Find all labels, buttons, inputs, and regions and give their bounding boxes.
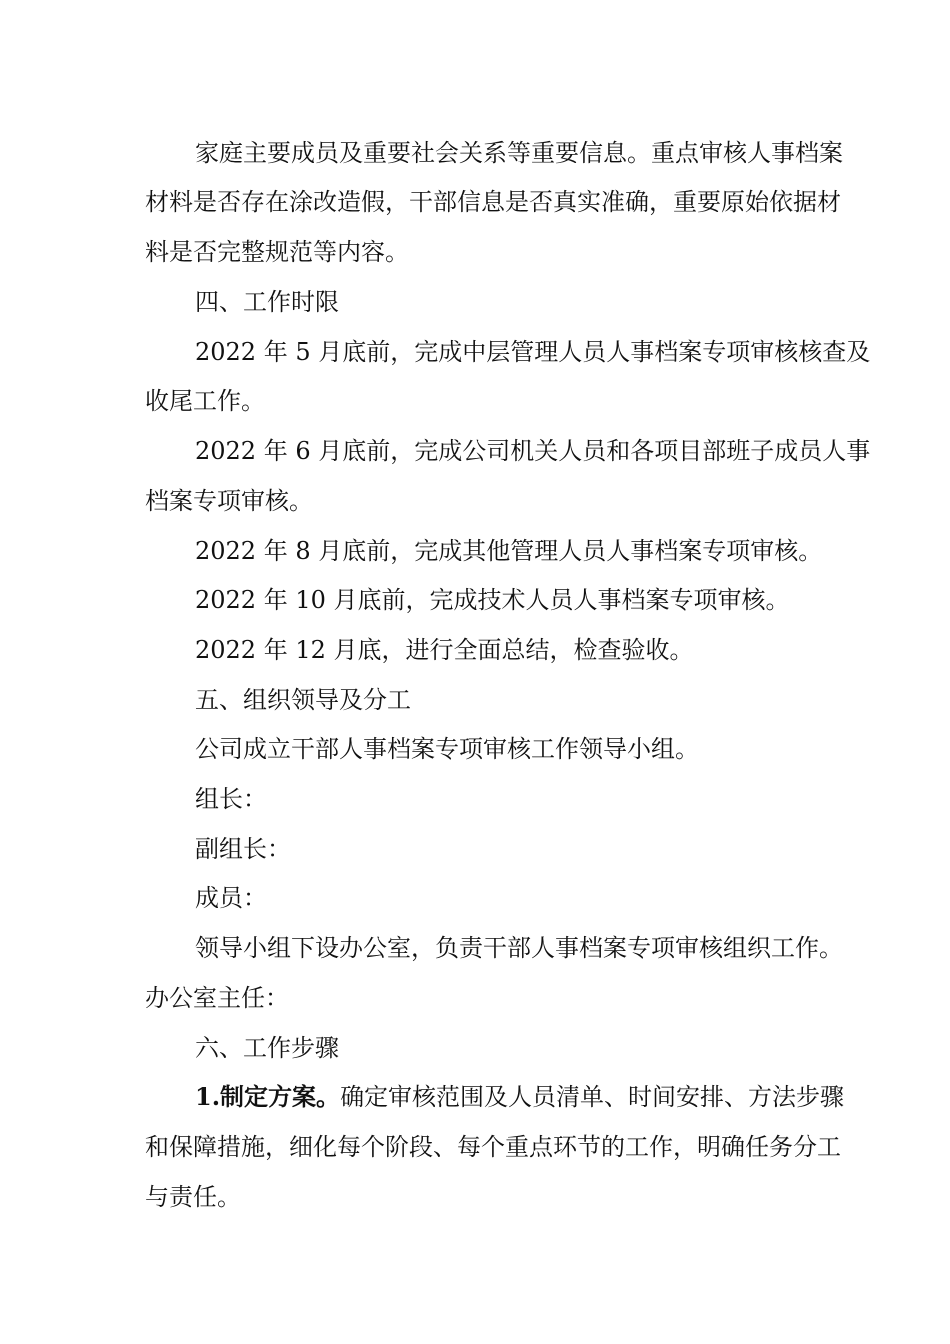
- para-deadline-may-line-2: 收尾工作。: [145, 387, 265, 415]
- para-deadline-august: 2022 年 8 月底前，完成其他管理人员人事档案专项审核。: [195, 537, 823, 565]
- para-step-1-line-2: 和保障措施，细化每个阶段、每个重点环节的工作，明确任务分工: [145, 1133, 841, 1161]
- para-deadline-june-line-1: 2022 年 6 月底前，完成公司机关人员和各项目部班子成员人事: [195, 437, 871, 465]
- members-label: 成员：: [195, 884, 267, 912]
- para-office-line-2: 办公室主任：: [145, 984, 289, 1012]
- group-leader-label: 组长：: [195, 785, 267, 813]
- para-deadline-may-line-1: 2022 年 5 月底前，完成中层管理人员人事档案专项审核核查及: [195, 338, 871, 366]
- para-step-1-line-3: 与责任。: [145, 1183, 241, 1211]
- section-heading-5: 五、组织领导及分工: [195, 686, 411, 714]
- para-deadline-december: 2022 年 12 月底，进行全面总结，检查验收。: [195, 636, 694, 664]
- para-deadline-october: 2022 年 10 月底前，完成技术人员人事档案专项审核。: [195, 586, 790, 614]
- deputy-leader-label: 副组长：: [195, 835, 291, 863]
- para-1-line-3: 料是否完整规范等内容。: [145, 238, 409, 266]
- para-step-1-line-1: [195, 1081, 844, 1113]
- step-1-bold-lead: 1.制定方案。: [195, 1082, 341, 1111]
- section-heading-4: 四、工作时限: [195, 288, 339, 316]
- para-office-line-1: 领导小组下设办公室，负责干部人事档案专项审核组织工作。: [195, 934, 843, 962]
- para-1-line-1: 家庭主要成员及重要社会关系等重要信息。重点审核人事档案: [195, 139, 843, 167]
- step-1-text: 确定审核范围及人员清单、时间安排、方法步骤: [340, 1083, 845, 1111]
- para-1-line-2: 材料是否存在涂改造假，干部信息是否真实准确，重要原始依据材: [145, 188, 841, 216]
- para-leading-group: 公司成立干部人事档案专项审核工作领导小组。: [195, 735, 699, 763]
- section-heading-6: 六、工作步骤: [195, 1034, 339, 1062]
- para-deadline-june-line-2: 档案专项审核。: [145, 487, 313, 515]
